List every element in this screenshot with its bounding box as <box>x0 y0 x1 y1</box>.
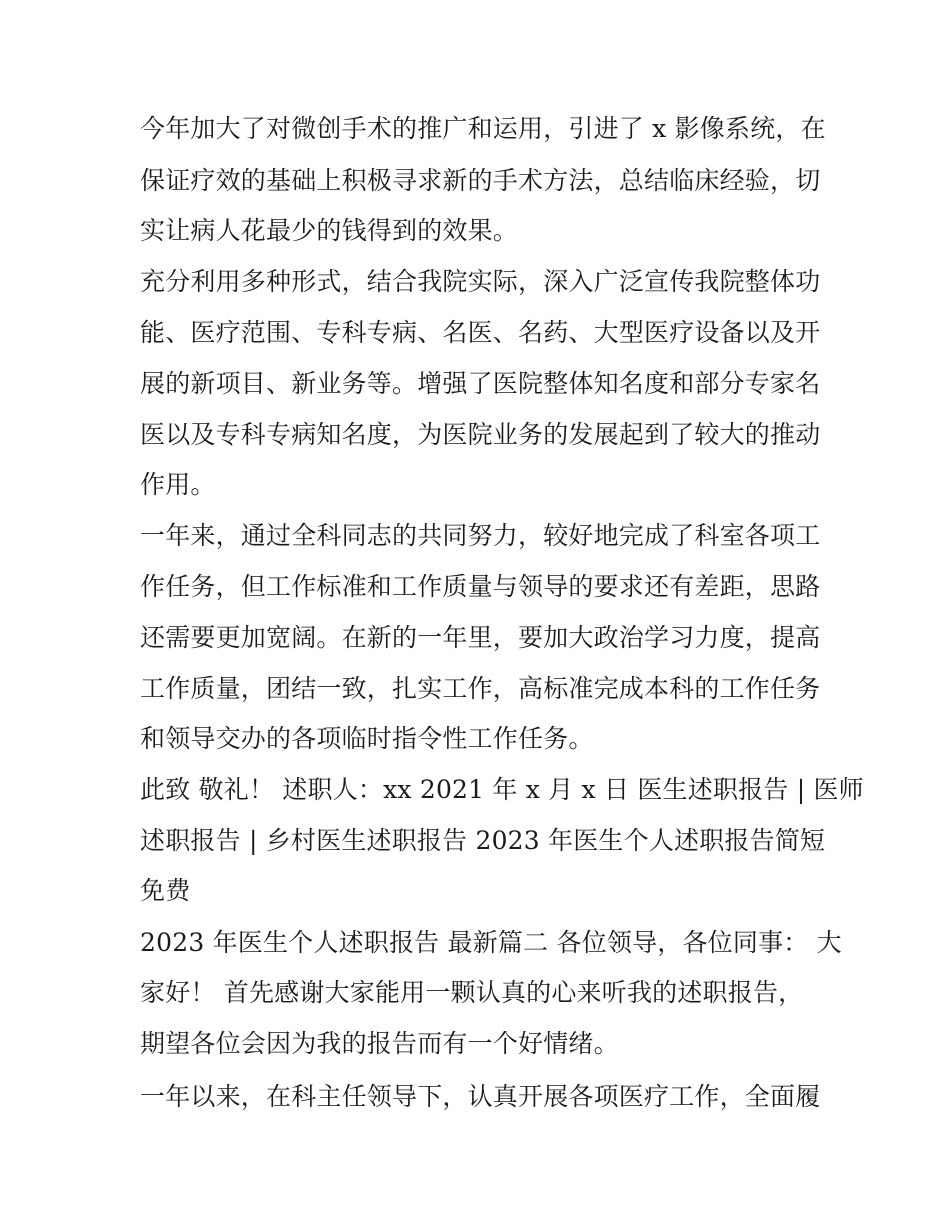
text-line: 期望各位会因为我的报告而有一个好情绪。 <box>140 1029 619 1058</box>
text-line: 工作质量，团结一致，扎实工作，高标准完成本科的工作任务 <box>140 674 821 703</box>
text-line: 家好！ 首先感谢大家能用一颗认真的心来听我的述职报告， <box>140 978 804 1007</box>
text-line: 作用。 <box>140 470 216 499</box>
text-line: 医以及专科专病知名度，为医院业务的发展起到了较大的推动 <box>140 420 821 449</box>
text-line: 展的新项目、新业务等。增强了医院整体知名度和部分专家名 <box>140 369 821 398</box>
text-line: 此致 敬礼！ 述职人：xx 2021 年 x 月 x 日 医生述职报告 | 医师 <box>140 775 864 804</box>
text-line: 一年以来，在科主任领导下，认真开展各项医疗工作，全面履 <box>140 1082 821 1111</box>
text-line: 能、医疗范围、专科专病、名医、名药、大型医疗设备以及开 <box>140 318 821 347</box>
text-line: 还需要更加宽阔。在新的一年里，要加大政治学习力度，提高 <box>140 623 821 652</box>
text-line: 作任务，但工作标准和工作质量与领导的要求还有差距，思路 <box>140 572 821 601</box>
text-line: 保证疗效的基础上积极寻求新的手术方法，总结临床经验，切 <box>140 166 821 195</box>
text-line: 今年加大了对微创手术的推广和运用，引进了 x 影像系统，在 <box>140 114 826 143</box>
text-line: 免费 <box>140 876 191 905</box>
text-line: 实让病人花最少的钱得到的效果。 <box>140 216 519 245</box>
text-line: 一年来，通过全科同志的共同努力，较好地完成了科室各项工 <box>140 521 821 550</box>
text-line: 充分利用多种形式，结合我院实际，深入广泛宣传我院整体功 <box>140 267 821 296</box>
text-line: 2023 年医生个人述职报告 最新篇二 各位领导，各位同事： 大 <box>140 928 842 957</box>
text-line: 述职报告 | 乡村医生述职报告 2023 年医生个人述职报告简短 <box>140 826 826 855</box>
text-line: 和领导交办的各项临时指令性工作任务。 <box>140 724 594 753</box>
